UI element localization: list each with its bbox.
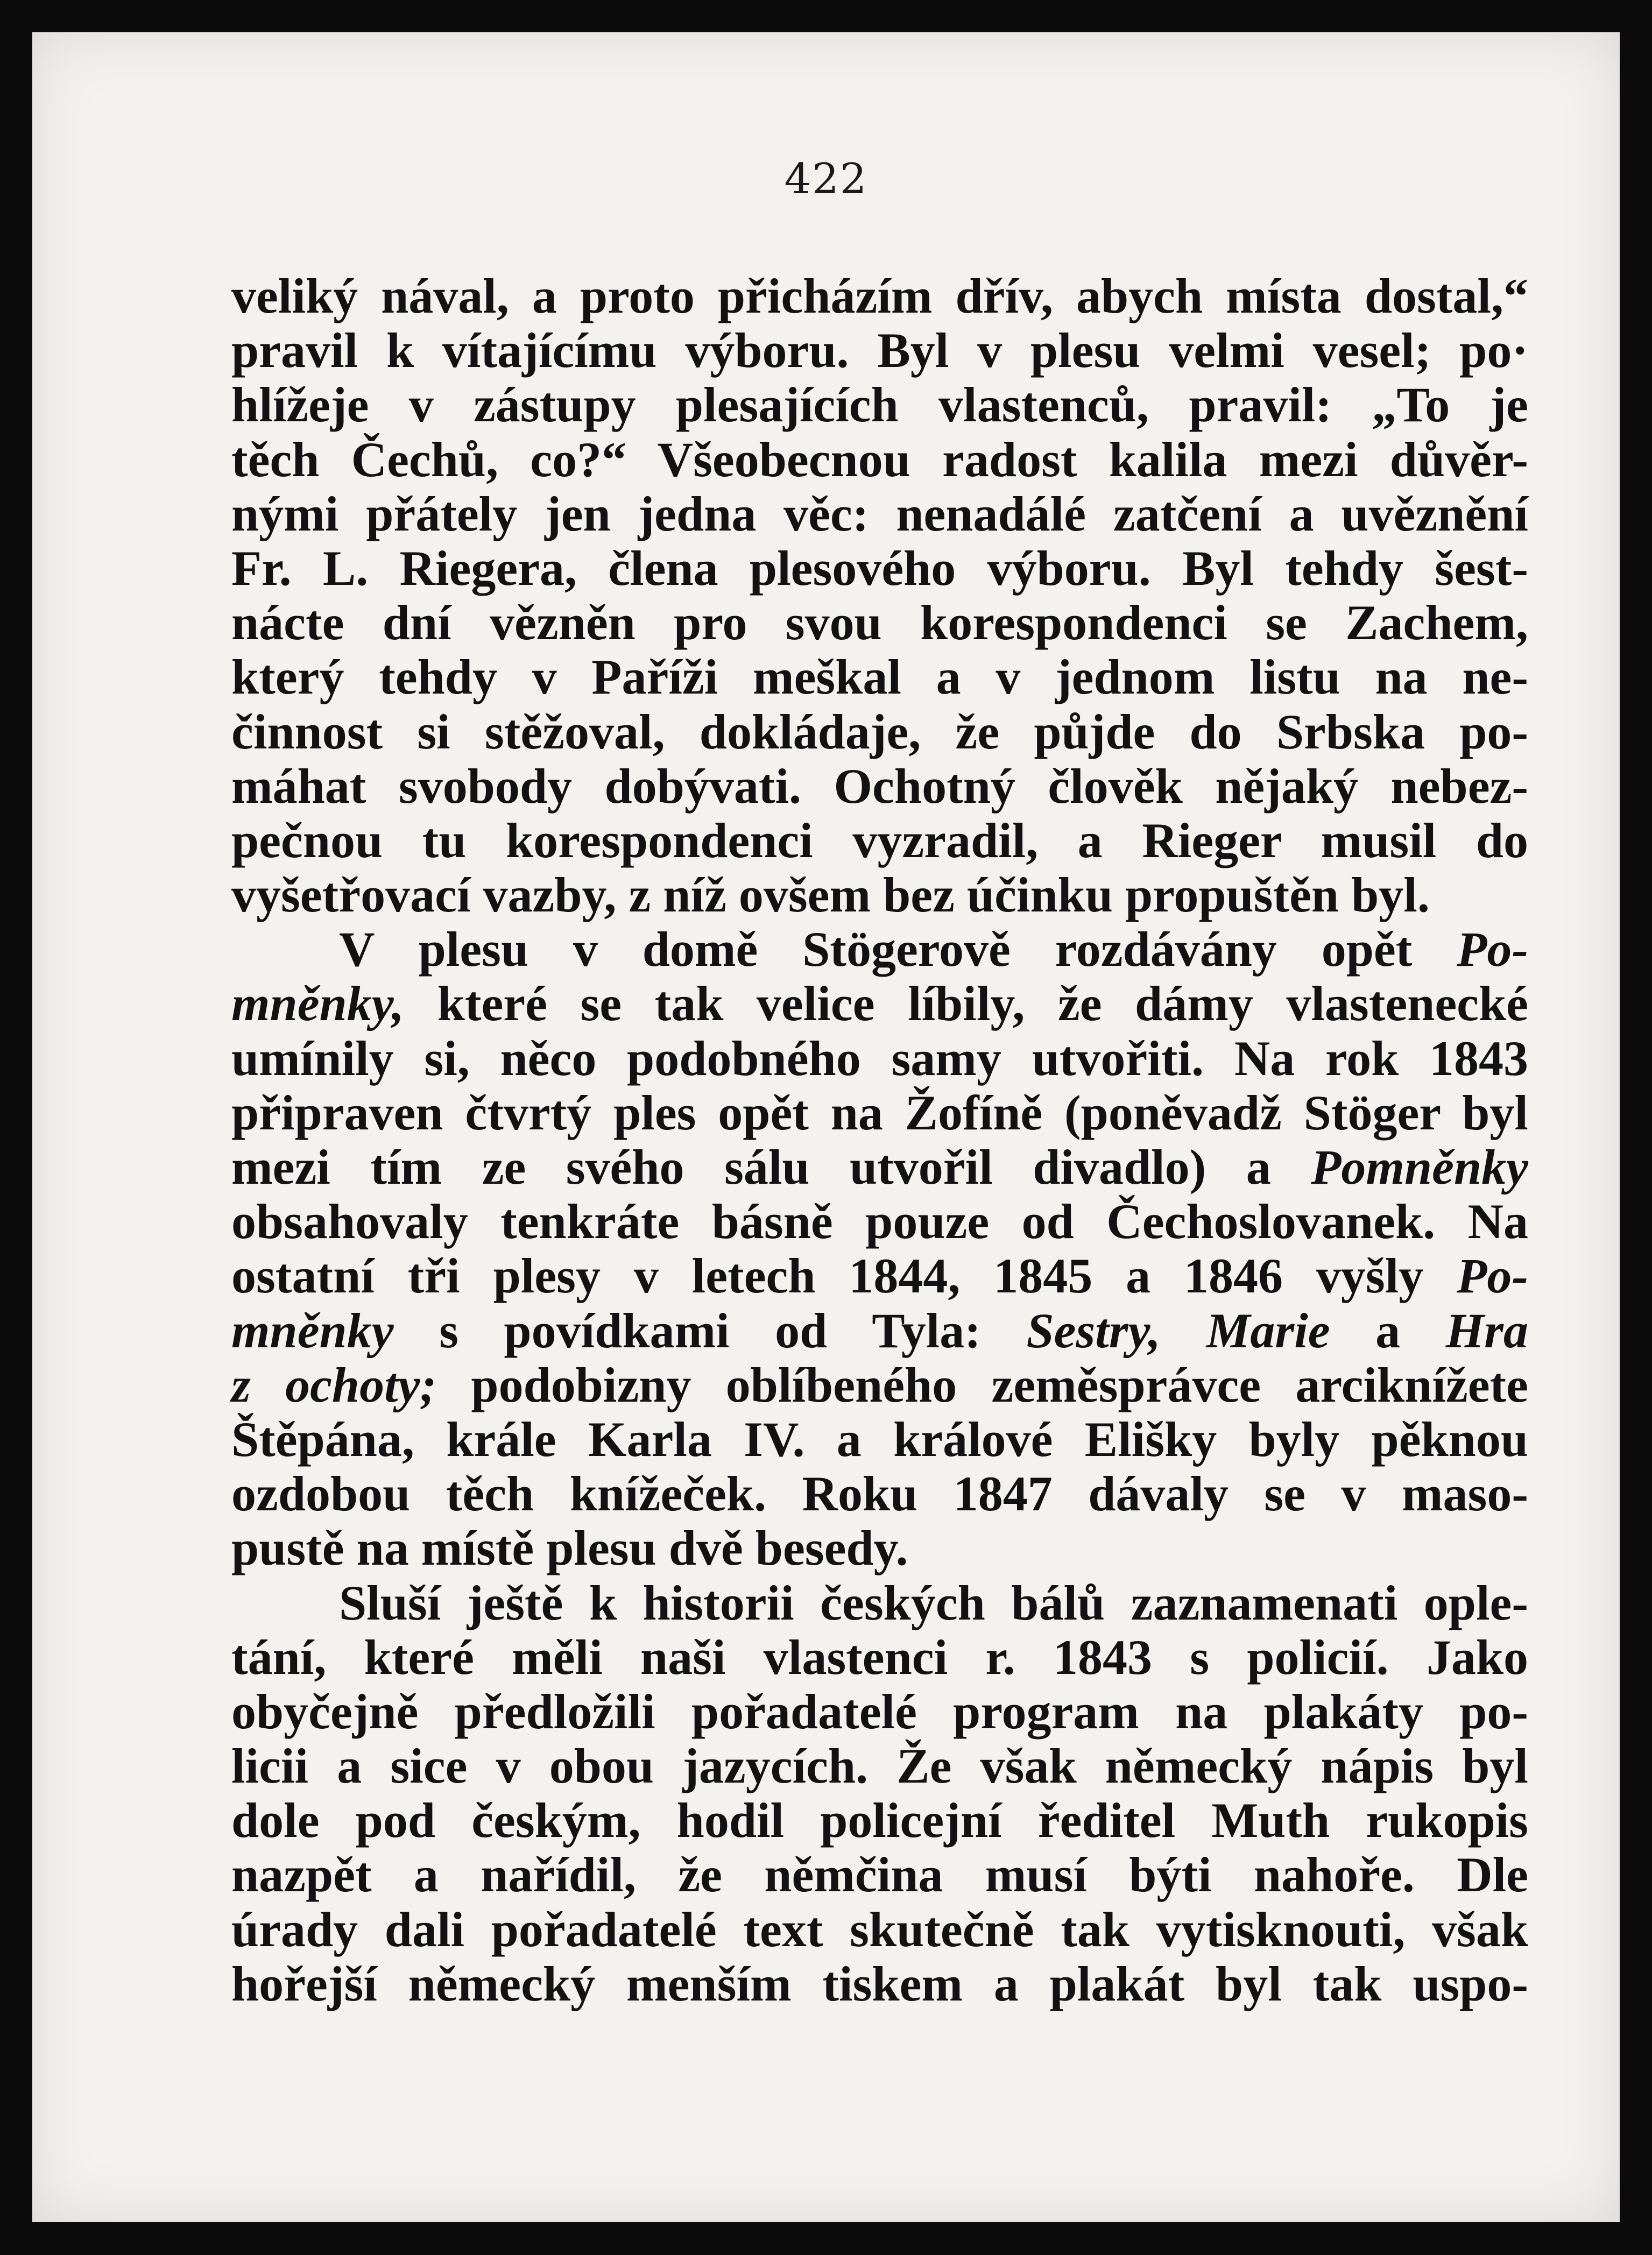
text-line: V plesu v domě Stögerově rozdávány opět Po-	[339, 922, 1528, 977]
text-line: z ochoty; podobizny oblíbeného zeměsprávce arciknížete	[231, 1357, 1528, 1412]
text-line: mezi tím ze svého sálu utvořil divadlo) a Pomněnky	[231, 1140, 1528, 1194]
text-line: veliký nával, a proto přicházím dřív, abych místa dostal,“	[231, 268, 1528, 323]
text-line: připraven čtvrtý ples opět na Žofíně (poněvadž Stöger byl	[231, 1085, 1528, 1140]
text-line: hlížeje v zástupy plesajících vlastenců, pravil: „To je	[231, 377, 1528, 433]
text-line: pečnou tu korespondenci vyzradil, a Rieger musil do	[231, 812, 1528, 868]
text-line: který tehdy v Paříži meškal a v jednom listu na ne-	[231, 649, 1528, 705]
text-line: nazpět a nařídil, že němčina musí býti nahoře. Dle	[231, 1847, 1528, 1903]
text-line: pravil k vítajícímu výboru. Byl v plesu velmi vesel; po·	[231, 323, 1528, 378]
text-line: Sluší ještě k historii českých bálů zaznamenati ople-	[339, 1575, 1528, 1630]
italic-title: Po-	[1457, 1248, 1528, 1304]
text-line: nácte dní vězněn pro svou korespondenci se Zachem,	[231, 595, 1528, 651]
text-line: těch Čechů, co?“ Všeobecnou radost kalila mezi důvěr-	[231, 432, 1528, 487]
text-line: obyčejně předložili pořadatelé program na plakáty po-	[231, 1684, 1528, 1739]
italic-title: Po-	[1457, 922, 1528, 977]
text-line: umínily si, něco podobného samy utvořiti. Na rok 1843	[231, 1030, 1528, 1086]
text-line: tání, které měli naši vlastenci r. 1843 s policií. Jako	[231, 1629, 1528, 1685]
body-text	[231, 269, 1528, 2011]
text-line: mněnky, které se tak velice líbily, že dámy vlastenecké	[231, 976, 1528, 1031]
page-number: 422	[784, 155, 868, 203]
text-line: vyšetřovací vazby, z níž ovšem bez účinku propuštěn byl.	[231, 867, 1430, 923]
text-line: ostatní tři plesy v letech 1844, 1845 a 1846 vyšly Po-	[231, 1248, 1528, 1304]
italic-title: Hra	[1445, 1303, 1528, 1358]
text-line: mněnky s povídkami od Tyla: Sestry, Marie a Hra	[231, 1303, 1528, 1358]
italic-title: Pomněnky	[1311, 1140, 1528, 1194]
text-line: licii a sice v obou jazycích. Že však německý nápis byl	[231, 1738, 1528, 1794]
book-page	[32, 32, 1620, 2222]
text-line: Štěpána, krále Karla IV. a králové Elišky byly pěknou	[231, 1411, 1528, 1467]
text-line: pustě na místě plesu dvě besedy.	[231, 1521, 908, 1576]
text-line: úrady dali pořadatelé text skutečně tak vytisknouti, však	[231, 1901, 1528, 1957]
text-line: Fr. L. Riegera, člena plesového výboru. Byl tehdy šest-	[231, 540, 1528, 596]
text-line: činnost si stěžoval, dokládaje, že půjde do Srbska po-	[231, 704, 1528, 759]
italic-title: z ochoty;	[231, 1357, 437, 1412]
text-line: nými přátely jen jedna věc: nenadálé zatčení a uvěznění	[231, 486, 1528, 541]
italic-title: mněnky,	[231, 976, 405, 1031]
text-line: hořejší německý menším tiskem a plakát byl tak uspo-	[231, 1956, 1528, 2011]
text-line: obsahovaly tenkráte básně pouze od Čechoslovanek. Na	[231, 1194, 1528, 1249]
text-line: ozdobou těch knížeček. Roku 1847 dávaly se v maso-	[231, 1466, 1528, 1522]
italic-title: Sestry, Marie	[1026, 1303, 1330, 1358]
italic-title: mněnky	[231, 1303, 394, 1358]
text-line: máhat svobody dobývati. Ochotný člověk nějaký nebez-	[231, 758, 1528, 814]
text-line: dole pod českým, hodil policejní ředitel Muth rukopis	[231, 1793, 1528, 1848]
